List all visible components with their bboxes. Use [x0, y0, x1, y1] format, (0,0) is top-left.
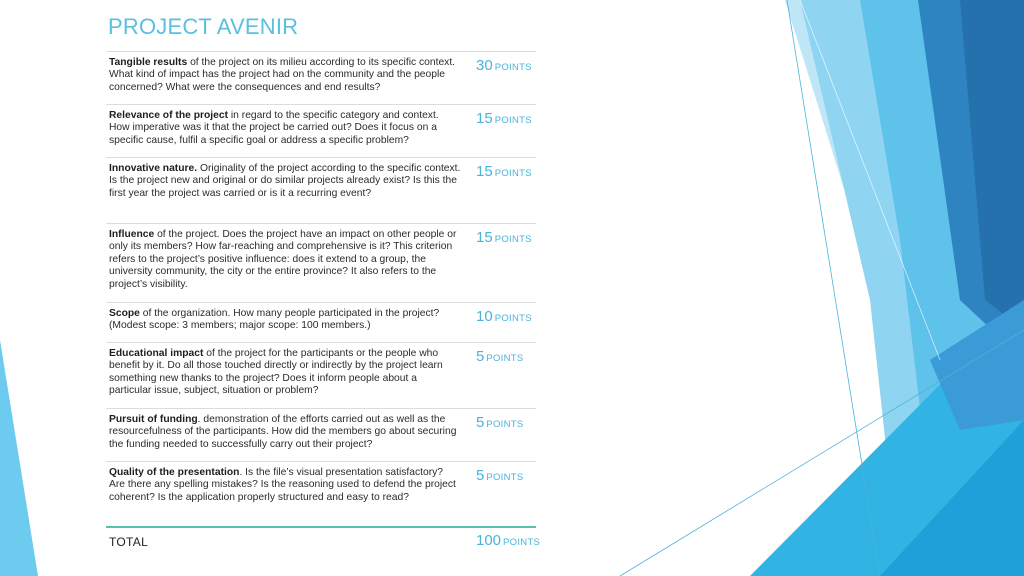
criterion-name: Quality of the presentation — [109, 467, 240, 478]
criterion-text: Originality of the project according to the specific context. Is the project new and original or do similar projects already exist? Is this the first year the project was carried or is it a recurring event? — [109, 163, 461, 199]
criterion-name: Influence — [109, 229, 155, 240]
criterion-points — [466, 467, 536, 485]
criterion-name: Tangible results — [109, 57, 188, 68]
page-title: PROJECT AVENIR — [108, 14, 299, 39]
points-label: POINTS — [494, 62, 532, 73]
criterion-text: of the project for the participants or the people who benefit by it. Do all those touched directly or indirectly by the project learn something new thanks to the project? Does it inform people about a particular issue, subject, situation or problem? — [109, 348, 443, 397]
criterion-description — [109, 308, 461, 333]
criterion-row — [106, 52, 536, 105]
criterion-row — [106, 158, 536, 224]
points-value: 5 — [476, 467, 485, 484]
criterion-name: Scope — [109, 308, 140, 319]
points-label: POINTS — [486, 472, 524, 483]
criterion-text: of the organization. How many people participated in the project? (Modest scope: 3 members; major scope: 100 members.) — [109, 308, 440, 332]
points-label: POINTS — [494, 168, 532, 179]
criterion-points — [466, 163, 536, 181]
criterion-description — [109, 57, 461, 94]
points-value: 30 — [476, 57, 493, 74]
total-label: TOTAL — [109, 535, 149, 549]
criterion-points — [466, 110, 536, 128]
points-label: POINTS — [503, 537, 541, 548]
criterion-description — [109, 110, 461, 147]
points-label: POINTS — [494, 313, 532, 324]
criterion-points — [466, 57, 536, 75]
criterion-description — [109, 229, 461, 291]
points-label: POINTS — [494, 115, 532, 126]
total-points-value: 100 — [476, 532, 502, 549]
points-value: 15 — [476, 110, 493, 127]
criterion-text: of the project. Does the project have an impact on other people or only its members? How far-reaching and comprehensive is it? This criterion refers to the project’s positive influence: does it extend to a group, the university community, the city or the entire province? It also refers to the project’s visibility. — [109, 229, 457, 290]
points-label: POINTS — [486, 419, 524, 430]
criterion-name: Innovative nature. — [109, 163, 198, 174]
criterion-points — [466, 414, 536, 432]
points-value: 15 — [476, 163, 493, 180]
criterion-row — [106, 409, 536, 462]
total-row — [106, 526, 541, 550]
points-value: 5 — [476, 348, 485, 365]
criterion-points — [466, 348, 536, 366]
criterion-row — [106, 105, 536, 158]
criterion-row — [106, 303, 536, 343]
criterion-row — [106, 462, 536, 526]
criterion-row — [106, 224, 536, 303]
criterion-description — [109, 467, 461, 504]
criterion-description — [109, 348, 461, 398]
criterion-description — [109, 414, 461, 451]
points-label: POINTS — [494, 234, 532, 245]
criterion-name: Educational impact — [109, 348, 204, 359]
criteria-table — [106, 51, 536, 526]
criterion-description — [109, 163, 461, 200]
criterion-text: . demonstration of the efforts carried out as well as the resourcefulness of the participants. How did the members go about securing the funding needed to successfully carry out their project? — [109, 414, 457, 450]
criterion-text: in regard to the specific category and context. How imperative was it that the project be carried out? Does it focus on a specific cause, fulfil a specific goal or address a specific problem? — [109, 110, 439, 146]
points-value: 15 — [476, 229, 493, 246]
criterion-text: of the project on its milieu according to its specific context. What kind of impact has the project had on the community and the people concerned? What were the consequences and end results? — [109, 57, 456, 93]
criterion-points — [466, 308, 536, 326]
left-accent-shape — [0, 340, 38, 576]
criterion-name: Pursuit of funding — [109, 414, 198, 425]
total-points — [466, 532, 541, 550]
points-value: 10 — [476, 308, 493, 325]
criterion-text: . Is the file’s visual presentation satisfactory? Are there any spelling mistakes? Is the reasoning used to defend the project coherent? Is the application properly structured and easy to read? — [109, 467, 456, 503]
criterion-row — [106, 343, 536, 409]
points-label: POINTS — [486, 353, 524, 364]
points-value: 5 — [476, 414, 485, 431]
criterion-name: Relevance of the project — [109, 110, 229, 121]
criterion-points — [466, 229, 536, 247]
